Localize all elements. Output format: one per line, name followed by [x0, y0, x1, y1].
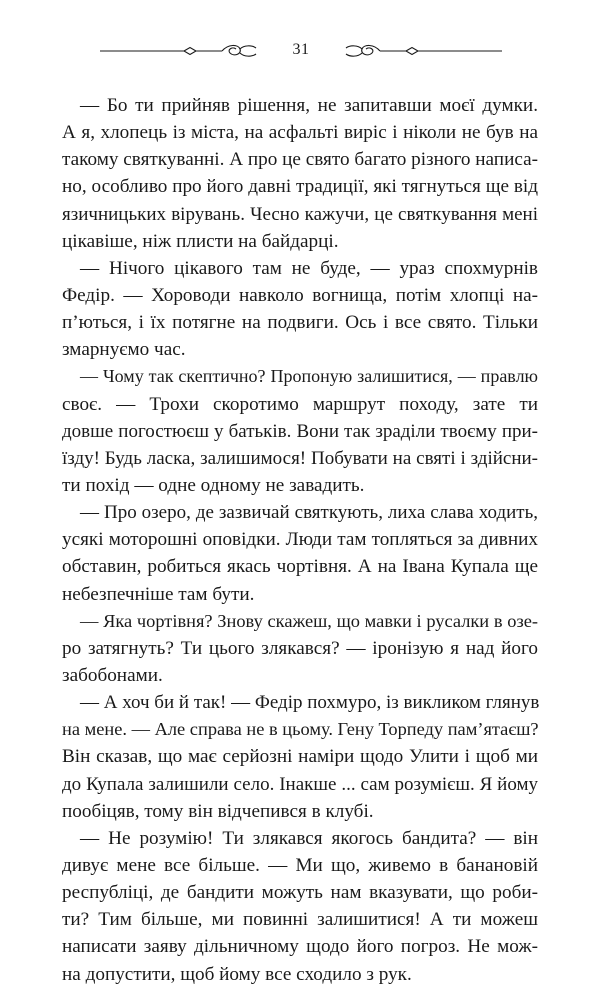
paragraph [62, 92, 538, 255]
text-line: цікавіше, ніж плисти на байдарці. [62, 230, 339, 252]
text-line: небезпечніше там бути. [62, 583, 255, 605]
text-line: своє. — Трохи скоротимо маршрут походу, зате ти [62, 393, 538, 415]
text-line: до Купала залишили село. Інакше ... сам розумієш. Я йому [62, 773, 538, 795]
text-line: обставин, робиться якась чортівня. А на Івана Купала ще [62, 556, 538, 578]
text-line: довше погостюєш у батьків. Вони так зраділи твоєму при- [62, 420, 538, 442]
page-header [96, 36, 506, 66]
text-line: на мене. — Але справа не в цьому. Гену Торпеду пам’ятаєш? [62, 719, 539, 740]
text-line: ти похід — одне одному не завадить. [62, 474, 365, 496]
text-line: змарнуємо час. [62, 339, 186, 361]
text-line: Федір. — Хороводи навколо вогнища, потім хлопці на- [62, 284, 538, 306]
text-line: усякі моторошні оповідки. Люди там топляться за дивних [62, 529, 538, 551]
text-line: но, особливо про його давні традиції, які тягнуться ще від [62, 176, 538, 198]
text-line: ро затягнуть? Ти цього злякався? — іронізую я над його [62, 637, 538, 659]
text-line: — Нічого цікавого там не буде, — ураз спохмурнів [80, 257, 538, 279]
text-line: написати заяву дільничному щодо його погроз. Не мож- [62, 936, 538, 958]
text-line: республіці, де бандити можуть нам вказувати, що роби- [62, 882, 538, 904]
paragraph [62, 689, 538, 825]
text-line: — А хоч би й так! — Федір похмуро, із викликом глянув [80, 692, 540, 714]
page-number: 31 [292, 41, 310, 58]
text-line: — Яка чортівня? Знову скажеш, що мавки і русалки в озе- [80, 610, 538, 631]
text-line: язичницьких вірувань. Чесно кажучи, це святкування мені [62, 203, 538, 225]
text-line: дивує мене все більше. — Ми що, живемо в банановій [62, 854, 538, 876]
body-text [62, 92, 538, 988]
text-line: ти? Тим більше, ми повинні залишитися! А ти можеш [62, 909, 538, 931]
text-line: — Про озеро, де зазвичай святкують, лиха слава ходить, [80, 502, 538, 524]
paragraph [62, 499, 538, 608]
text-line: А я, хлопець із міста, на асфальті виріс і ніколи не був на [62, 122, 538, 144]
paragraph [62, 608, 538, 689]
text-line: їзду! Будь ласка, залишимося! Побувати на святі і здійсни- [62, 447, 538, 469]
paragraph [62, 363, 538, 499]
paragraph [62, 825, 538, 988]
text-line: — Чому так скептично? Пропоную залишитися, — правлю [80, 366, 538, 387]
text-line: Він сказав, що має серйозні наміри щодо Улити і щоб ми [62, 746, 538, 768]
text-line: — Бо ти прийняв рішення, не запитавши моєї думки. [80, 95, 538, 116]
text-line: забобонами. [62, 664, 163, 686]
text-line: такому святкуванні. А про це свято багато різного написа- [62, 149, 538, 171]
text-line: пообіцяв, тому він відчепився в клубі. [62, 800, 374, 822]
text-line: — Не розумію! Ти злякався якогось бандита? — він [80, 827, 538, 849]
text-line: на допустити, щоб йому все сходило з рук. [62, 963, 412, 985]
paragraph [62, 255, 538, 364]
text-line: п’ються, і їх потягне на подвиги. Ось і все свято. Тільки [62, 312, 538, 334]
